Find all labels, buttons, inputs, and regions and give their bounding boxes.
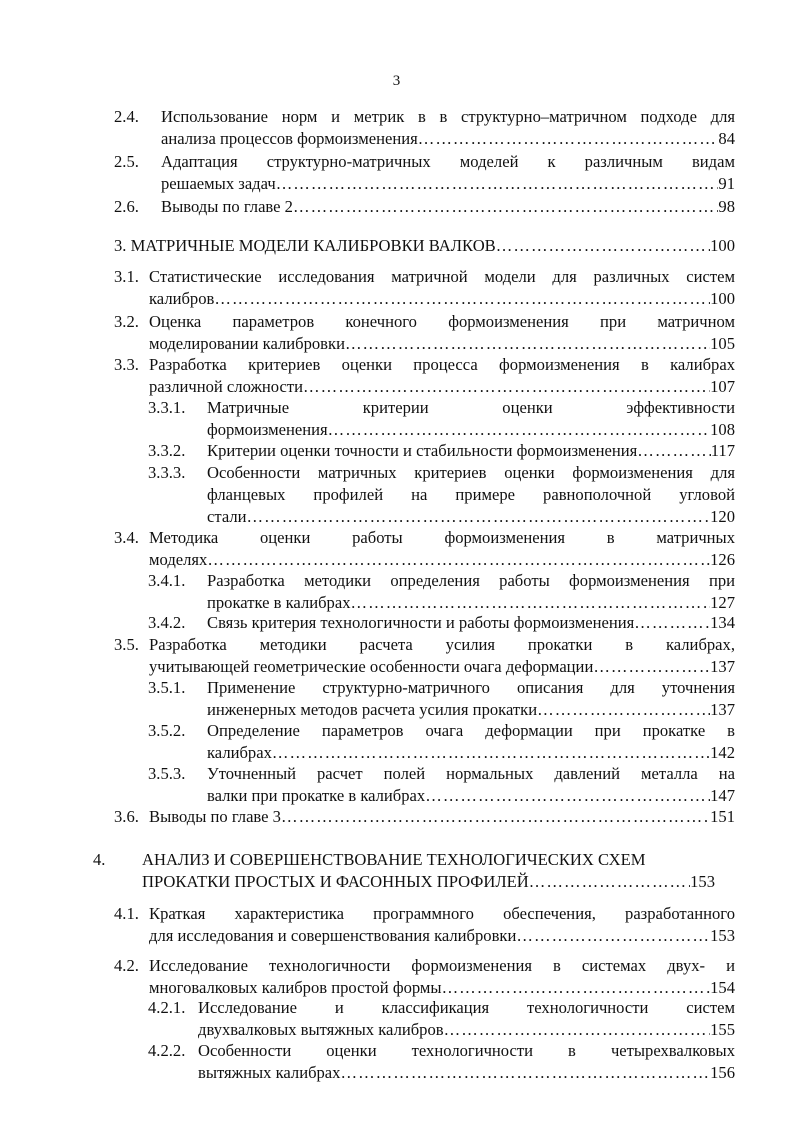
entry-line: Краткая характеристика программного обеспечения, разработанного: [149, 904, 735, 923]
leader-dots: [444, 1019, 711, 1041]
section-number: 3.5.3.: [148, 764, 186, 783]
toc-chapter-3: [114, 235, 735, 257]
leader-dots: [214, 288, 710, 310]
entry-line: Разработка методики определения работы формоизменения при: [207, 571, 735, 590]
section-number: 3.5.: [114, 635, 139, 654]
toc-entry-3-5: [114, 634, 735, 678]
toc-entry-3-4: [114, 527, 735, 571]
page-number: 3: [392, 73, 401, 89]
section-number: 4.2.2.: [148, 1041, 186, 1060]
page-ref: 108: [710, 420, 735, 439]
section-number: 3.4.2.: [148, 613, 186, 632]
section-number: 3.2.: [114, 312, 139, 331]
section-number: 3.5.1.: [148, 678, 186, 697]
section-number: 2.5.: [114, 152, 139, 171]
toc-entry-3-4-1: [148, 570, 735, 614]
entry-line: моделях: [149, 550, 208, 569]
section-number: 3.4.1.: [148, 571, 186, 590]
leader-dots: [272, 742, 710, 764]
leader-dots: [276, 173, 719, 195]
entry-line: учитывающей геометрические особенности очага деформации: [149, 657, 594, 676]
leader-dots: [418, 128, 719, 150]
toc-chapter-4: [93, 849, 715, 893]
entry-line: формоизменения: [207, 420, 328, 439]
toc-entry-4-2-2: [148, 1040, 735, 1084]
entry-line: вытяжных калибрах: [198, 1063, 341, 1082]
leader-dots: [351, 592, 711, 614]
section-number: 4.1.: [114, 904, 139, 923]
section-number: 4.2.1.: [148, 998, 186, 1017]
leader-dots: [247, 506, 711, 528]
page-ref: 142: [710, 743, 735, 762]
section-number: 3.1.: [114, 267, 139, 286]
entry-line: Использование норм и метрик в в структурно–матричном подходе для: [161, 107, 735, 126]
entry-line: Оценка параметров конечного формоизменения при матричном: [149, 312, 735, 331]
entry-line: Применение структурно-матричного описания для уточнения: [207, 678, 735, 697]
page-ref: 127: [710, 593, 735, 612]
leader-dots: [207, 549, 710, 571]
entry-line: многовалковых калибров простой формы: [149, 978, 442, 997]
leader-dots: [637, 440, 710, 462]
page-ref: 153: [710, 926, 735, 945]
toc-entry-3-5-3: [148, 763, 735, 807]
toc-entry-2-5: [114, 151, 735, 195]
section-number: 3.4.: [114, 528, 139, 547]
entry-line: Связь критерия технологичности и работы формоизменения: [207, 613, 635, 632]
entry-line: Исследование технологичности формоизменения в системах двух- и: [149, 956, 735, 975]
leader-dots: [425, 785, 710, 807]
section-number: 3.6.: [114, 807, 139, 826]
toc-entry-3-5-1: [148, 677, 735, 721]
leader-dots: [303, 376, 710, 398]
leader-dots: [281, 806, 710, 828]
toc-entry-3-3-3: [148, 462, 735, 528]
entry-line: Уточненный расчет полей нормальных давлений металла на: [207, 764, 735, 783]
leader-dots: [328, 419, 711, 441]
entry-line: Особенности матричных критериев оценки формоизменения для: [207, 463, 735, 482]
entry-line: Адаптация структурно-матричных моделей к различным видам: [161, 152, 735, 171]
section-number: 2.6.: [114, 197, 139, 216]
entry-line: Методика оценки работы формоизменения в матричных: [149, 528, 735, 547]
entry-line: инженерных методов расчета усилия прокатки: [207, 700, 538, 719]
page-ref: 134: [710, 613, 735, 632]
page-ref: 120: [710, 507, 735, 526]
page-ref: 156: [710, 1063, 735, 1082]
entry-line: калибрах: [207, 743, 272, 762]
leader-dots: [293, 196, 718, 218]
chapter-title: ПРОКАТКИ ПРОСТЫХ И ФАСОННЫХ ПРОФИЛЕЙ: [142, 872, 529, 891]
page-ref: 100: [710, 289, 735, 308]
toc-entry-3-1: [114, 266, 735, 310]
entry-line: стали: [207, 507, 247, 526]
toc-entry-4-2-1: [148, 997, 735, 1041]
toc-entry-4-2: [114, 955, 735, 999]
entry-line: прокатке в калибрах: [207, 593, 351, 612]
page-ref: 137: [710, 700, 735, 719]
toc-entry-4-1: [114, 903, 735, 947]
page-ref: 155: [710, 1020, 735, 1039]
page-ref: 147: [710, 786, 735, 805]
section-number: 3.5.2.: [148, 721, 186, 740]
chapter-title: 3. МАТРИЧНЫЕ МОДЕЛИ КАЛИБРОВКИ ВАЛКОВ: [114, 236, 496, 255]
entry-line: Выводы по главе 3: [149, 807, 281, 826]
page-ref: 84: [718, 129, 735, 148]
entry-line: валки при прокатке в калибрах: [207, 786, 426, 805]
entry-line: решаемых задач: [161, 174, 276, 193]
chapter-number: 4.: [93, 850, 106, 869]
toc-entry-3-3-2: [148, 440, 735, 462]
section-number: 2.4.: [114, 107, 139, 126]
toc-entry-2-4: [114, 106, 735, 150]
entry-line: калибров: [149, 289, 215, 308]
section-number: 3.3.2.: [148, 441, 186, 460]
entry-line: фланцевых профилей на примере равнополочной угловой: [207, 485, 735, 504]
entry-line: для исследования и совершенствования калибровки: [149, 926, 517, 945]
section-number: 4.2.: [114, 956, 139, 975]
toc-entry-2-6: [114, 196, 735, 218]
entry-line: Критерии оценки точности и стабильности формоизменения: [207, 441, 638, 460]
entry-line: Статистические исследования матричной модели для различных систем: [149, 267, 735, 286]
entry-line: анализа процессов формоизменения: [161, 129, 418, 148]
entry-line: Разработка критериев оценки процесса формоизменения в калибрах: [149, 355, 735, 374]
leader-dots: [537, 699, 710, 721]
page-ref: 137: [710, 657, 735, 676]
page-ref: 91: [718, 174, 735, 193]
entry-line: Выводы по главе 2: [161, 197, 293, 216]
toc-entry-3-3: [114, 354, 735, 398]
chapter-title: АНАЛИЗ И СОВЕРШЕНСТВОВАНИЕ ТЕХНОЛОГИЧЕСКИХ СХЕМ: [142, 850, 646, 869]
page-ref: 105: [710, 334, 735, 353]
section-number: 3.3.: [114, 355, 139, 374]
toc-entry-3-6: [114, 806, 735, 828]
toc-entry-3-3-1: [148, 397, 735, 441]
toc-entry-3-2: [114, 311, 735, 355]
page-ref: 107: [710, 377, 735, 396]
toc-entry-3-5-2: [148, 720, 735, 764]
page-ref: 117: [710, 441, 735, 460]
entry-line: Особенности оценки технологичности в четырехвалковых: [198, 1041, 735, 1060]
section-number: 3.3.3.: [148, 463, 186, 482]
entry-line: Определение параметров очага деформации при прокатке в: [207, 721, 735, 740]
page-ref: 126: [710, 550, 735, 569]
page-ref: 153: [690, 872, 715, 891]
entry-line: Разработка методики расчета усилия прокатки в калибрах,: [149, 635, 735, 654]
leader-dots: [345, 333, 710, 355]
leader-dots: [593, 656, 710, 678]
page-ref: 100: [710, 236, 735, 255]
leader-dots: [340, 1062, 710, 1084]
page-ref: 98: [718, 197, 735, 216]
entry-line: различной сложности: [149, 377, 304, 396]
toc-entry-3-4-2: [148, 612, 735, 634]
leader-dots: [516, 925, 710, 947]
leader-dots: [529, 871, 690, 893]
leader-dots: [442, 977, 711, 999]
entry-line: Исследование и классификация технологичности систем: [198, 998, 735, 1017]
entry-line: двухвалковых вытяжных калибров: [198, 1020, 444, 1039]
entry-line: Матричные критерии оценки эффективности: [207, 398, 735, 417]
entry-line: моделировании калибровки: [149, 334, 345, 353]
section-number: 3.3.1.: [148, 398, 186, 417]
page-ref: 151: [710, 807, 735, 826]
leader-dots: [496, 235, 710, 257]
page-ref: 154: [710, 978, 735, 997]
leader-dots: [634, 612, 710, 634]
